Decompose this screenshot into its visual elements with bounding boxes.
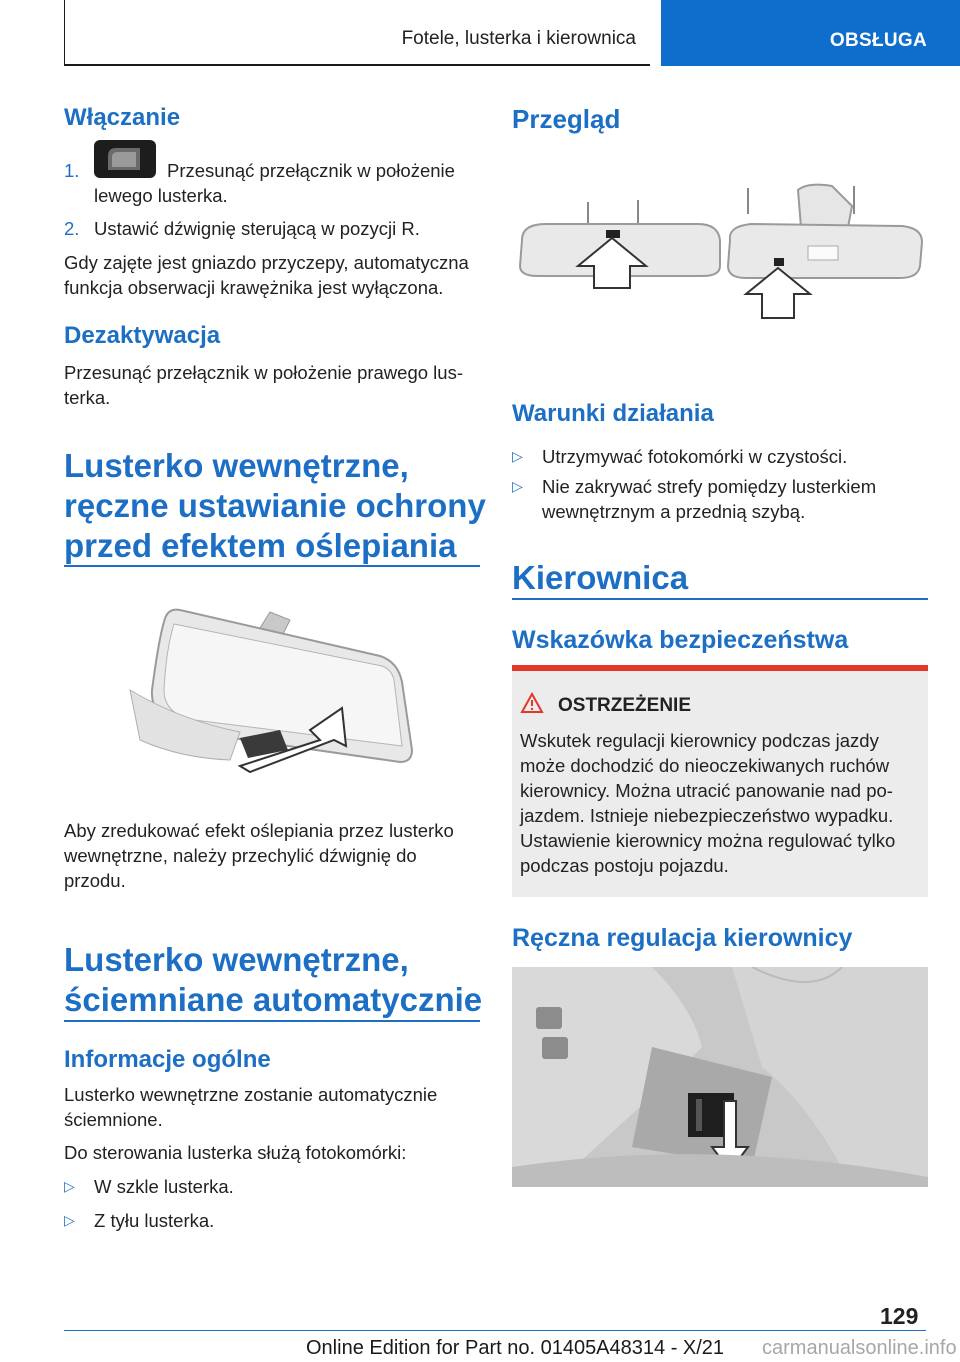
switch-button-icon [94, 140, 156, 178]
heading-rule [64, 1020, 480, 1022]
trailer-note-cont: funkcja obserwacji krawężnika jest wyłączona. [64, 277, 444, 298]
condition-item: Nie zakrywać strefy pomiędzy lusterkiem [542, 476, 877, 497]
photocell-item: Z tyłu lusterka. [94, 1210, 215, 1231]
warning-line: może dochodzić do nieoczekiwanych ruchów [520, 755, 890, 776]
warning-line: jazdem. Istnieje niebezpieczeństwo wypadku. [520, 805, 894, 826]
photocell-item: W szkle lusterka. [94, 1176, 234, 1197]
step-1-number: 1. [64, 160, 80, 181]
warning-line: kierownicy. Można utracić panowanie nad po- [520, 780, 893, 801]
conditions-heading: Warunki działania [512, 400, 714, 427]
manual-dimming-text: Aby zredukować efekt oślepiania przez lusterko [64, 820, 454, 841]
auto-dimming-heading-2: ściemniane automatycznie [64, 981, 483, 1018]
header-section-title: Fotele, lusterka i kierownica [401, 28, 636, 49]
header-tab-label: OBSŁUGA [829, 30, 927, 51]
watermark: carmanualsonline.info [758, 1337, 957, 1360]
warning-title: OSTRZEŻENIE [558, 695, 692, 716]
manual-dimming-text-2: wewnętrzne, należy przechylić dźwignię do [64, 845, 417, 866]
manual-dimming-text-3: przodu. [64, 870, 126, 891]
deactivate-heading: Dezaktywacja [64, 322, 221, 349]
photocell-overview-illustration [512, 180, 928, 330]
header-left-rule [64, 0, 65, 66]
heading-rule [64, 565, 480, 567]
step-1-text-cont: lewego lusterka. [94, 185, 228, 206]
bullet-triangle-icon: ▷ [64, 1212, 75, 1228]
footer-rule [64, 1330, 926, 1331]
warning-line: Wskutek regulacji kierownicy podczas jazdy [520, 730, 879, 751]
general-info-text: Lusterko wewnętrzne zostanie automatycznie [64, 1084, 438, 1105]
warning-line: podczas postoju pojazdu. [520, 855, 729, 876]
general-info-heading: Informacje ogólne [64, 1046, 271, 1073]
steering-lever-photo [512, 967, 928, 1187]
mirror-lever-illustration [120, 590, 420, 790]
deactivate-text-cont: terka. [64, 387, 111, 408]
auto-dimming-heading-1: Lusterko wewnętrzne, [64, 941, 409, 978]
heading-rule [512, 598, 928, 600]
warning-line: Ustawienie kierownicy można regulować tylko [520, 830, 896, 851]
steering-heading: Kierownica [512, 559, 689, 596]
page-number: 129 [880, 1303, 919, 1329]
general-info-text-2: ściemnione. [64, 1109, 163, 1130]
bullet-triangle-icon: ▷ [512, 478, 523, 494]
step-2-text: Ustawić dźwignię sterującą w pozycji R. [94, 218, 420, 239]
step-1-text: Przesunąć przełącznik w położenie [167, 160, 455, 181]
manual-adjust-heading: Ręczna regulacja kierownicy [512, 924, 853, 952]
bullet-triangle-icon: ▷ [64, 1178, 75, 1194]
bullet-triangle-icon: ▷ [512, 448, 523, 464]
step-2-number: 2. [64, 218, 80, 239]
enable-heading: Włączanie [64, 104, 181, 131]
edition-text: Online Edition for Part no. 01405A48314 - X/21 [306, 1337, 725, 1359]
condition-item: Utrzymywać fotokomórki w czystości. [542, 446, 848, 467]
warning-icon [520, 692, 544, 719]
header-bottom-rule [64, 64, 650, 66]
photocell-intro: Do sterowania lusterka służą fotokomórki: [64, 1142, 407, 1163]
trailer-note: Gdy zajęte jest gniazdo przyczepy, automatyczna [64, 252, 469, 273]
manual-dimming-heading-2: ręczne ustawianie ochrony [64, 487, 486, 524]
header-tab [661, 0, 960, 66]
overview-heading: Przegląd [512, 104, 621, 134]
manual-dimming-heading-1: Lusterko wewnętrzne, [64, 447, 409, 484]
deactivate-text: Przesunąć przełącznik w położenie prawego lus- [64, 362, 463, 383]
safety-heading: Wskazówka bezpieczeństwa [512, 626, 849, 654]
manual-dimming-heading-3: przed efektem oślepiania [64, 527, 457, 564]
condition-item-cont: wewnętrznym a przednią szybą. [542, 501, 806, 522]
